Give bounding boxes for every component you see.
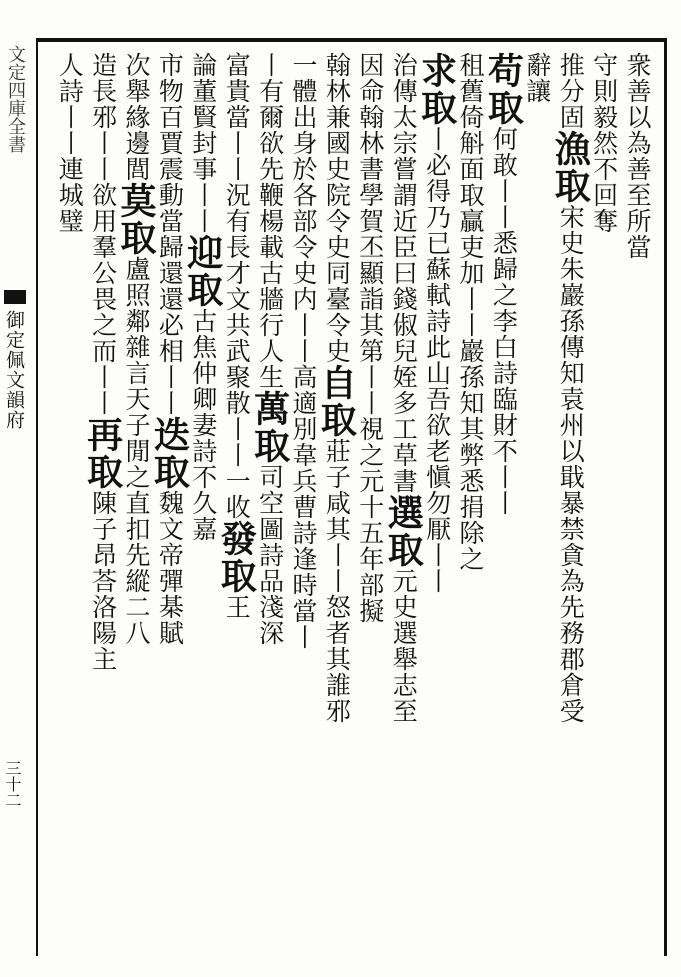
column-text: 欲用羣公畏之而丨丨 [88,182,118,416]
headword: 莫取 [115,182,157,256]
headword: 萬取 [248,390,291,464]
column-text: 陳子昂荅洛陽主 [88,490,118,672]
right-border-rule [664,38,667,956]
headword: 求取 [415,52,458,126]
column-text: 人詩丨丨連城璧 [55,52,85,234]
text-column [415,52,458,594]
text-column [215,52,258,620]
column-text: 辭讓 [522,52,552,104]
text-column [248,52,291,646]
column-text: 莊子咸其丨丨怒者其誰邪 [322,438,352,724]
column-text: 古焦仲卿妻詩不久 [188,308,218,516]
column-text: 論董賢封事丨丨 [188,52,218,234]
column-text: 一體出身於各部令史内丨丨 [289,52,318,364]
column-text: 造長邪丨丨 [88,52,118,182]
column-text: 嘉 [188,516,218,542]
column-text: 守則毅然不回奪 [589,52,619,234]
column-text: 何敢丨丨悉歸之李白詩臨財不丨丨 [489,126,519,516]
text-column [181,52,224,542]
text-column [455,52,485,572]
column-text: 盧照鄰雜言天子閒之 [122,256,151,490]
left-border-rule [36,38,38,956]
column-text: 直扣先縱二八 [122,490,151,646]
column-text: 丨必得乃已蘇軾詩此山吾欲老愼勿厭丨丨 [422,126,452,594]
column-text: 元史選舉志至 [389,568,419,724]
column-text: 次舉緣邊閭 [122,52,151,182]
headword: 發取 [215,520,258,594]
column-text: 推分固 [556,52,586,130]
column-text: 元十五年部擬 [355,468,385,624]
text-column [355,52,385,624]
column-text: 高適別韋兵曹詩逢時當丨 [289,364,318,650]
book-title: 御定佩文韻府 [3,310,25,430]
headword: 苟取 [482,52,525,126]
headword: 再取 [81,416,124,490]
column-text: 丨有爾欲先鞭楊載古牆行人生 [255,52,285,390]
column-text: 市物百賈震動 [155,52,185,208]
text-column [482,52,525,516]
text-column [589,52,619,234]
text-column [81,52,124,672]
column-text: 魏文帝彈棊賦 [155,490,185,646]
column-text: 當歸還還必相丨丨 [155,208,185,416]
margin-black-mark [4,290,26,304]
top-border-rule [36,38,666,42]
column-text: 聚散丨丨一收 [222,364,252,520]
column-text: 王 [222,594,252,620]
text-column [382,52,425,724]
column-text: 宋史朱巖孫傳知袁州以戢暴禁貪為先務郡倉受 [556,204,586,724]
headword: 選取 [382,494,425,568]
text-column [54,52,84,234]
text-column [522,52,552,104]
headword: 迎取 [181,234,224,308]
headword: 迭取 [148,416,191,490]
text-column [115,52,157,646]
page-number: 三十二 [3,760,22,808]
margin-header-fragment: 文定四庫全書 [5,45,26,153]
column-text: 司空圖詩品淺深 [255,464,285,646]
text-column [148,52,191,646]
text-column [549,52,592,724]
headword: 漁取 [549,130,592,204]
column-text: 衆善以為善至所當 [623,52,652,260]
column-text: 租舊倚斛面取贏吏加丨丨巖孫知其弊悉捐除之 [456,52,485,572]
text-column [315,52,358,724]
column-text: 因命翰林書學賀丕顯詣其第丨丨視之 [355,52,385,468]
column-text: 富貴當丨丨況有長才文共武 [222,52,252,364]
text-column [288,52,318,650]
headword: 自取 [315,364,358,438]
text-column [622,52,652,260]
column-text: 治傳太宗嘗謂近臣曰錢俶兒姪多工草書 [389,52,419,494]
column-text: 翰林兼國史院令史同臺令史 [322,52,352,364]
